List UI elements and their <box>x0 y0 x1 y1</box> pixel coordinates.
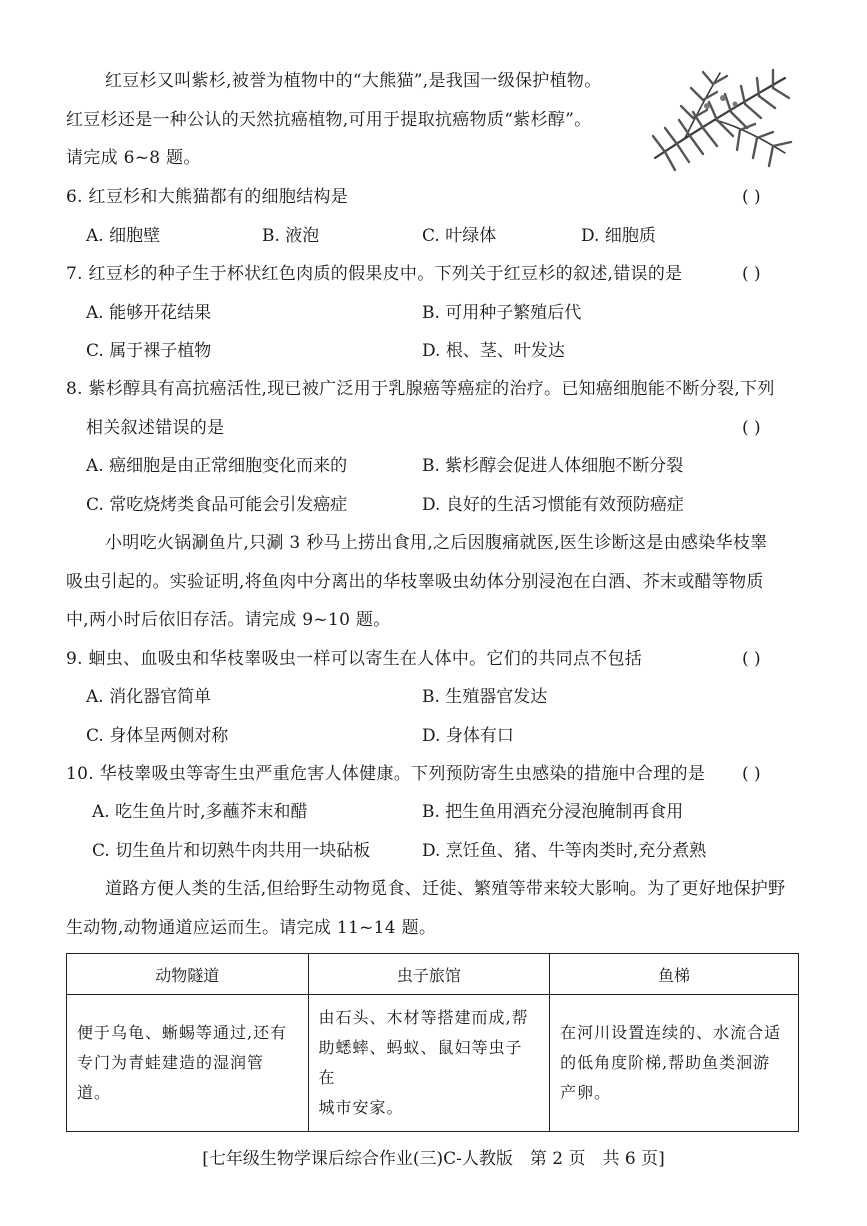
question-7-option-a[interactable]: A. 能够开花结果 <box>86 303 212 323</box>
intro-wildlife-line2: 生动物,动物通道应运而生。请完成 11~14 题。 <box>66 918 437 938</box>
question-7-stem: 7. 红豆杉的种子生于杯状红色肉质的假果皮中。下列关于红豆杉的叙述,错误的是 <box>66 264 683 284</box>
intro-yew-line2: 红豆杉还是一种公认的天然抗癌植物,可用于提取抗癌物质“紫杉醇”。 <box>66 110 592 130</box>
cell-line: 由石头、木材等搭建而成,帮 <box>318 1008 529 1027</box>
intro-wildlife-line1: 道路方便人类的生活,但给野生动物觅食、迁徙、繁殖等带来较大影响。为了更好地保护野 <box>105 879 786 899</box>
intro-fluke-line2: 吸虫引起的。实验证明,将鱼肉中分离出的华枝睾吸虫幼体分别浸泡在白酒、芥末或醋等物质 <box>66 572 764 592</box>
question-9-answer-bracket[interactable]: ( ) <box>742 649 761 669</box>
question-9-stem: 9. 蛔虫、血吸虫和华枝睾吸虫一样可以寄生在人体中。它们的共同点不包括 <box>66 649 643 669</box>
cell-line: 的低角度阶梯,帮助鱼类洄游 <box>560 1053 771 1072</box>
table-header-insect-hotel: 虫子旅馆 <box>308 954 550 995</box>
question-8-option-b[interactable]: B. 紫杉醇会促进人体细胞不断分裂 <box>422 456 684 476</box>
table-cell-insect-hotel <box>308 995 550 1132</box>
cell-line: 专门为青蛙建造的湿润管道。 <box>77 1053 265 1102</box>
question-10-option-d[interactable]: D. 烹饪鱼、猪、牛等肉类时,充分煮熟 <box>422 841 707 861</box>
cell-line: 在河川设置连续的、水流合适 <box>560 1023 782 1042</box>
animal-passage-table <box>66 953 799 1132</box>
question-6-option-c[interactable]: C. 叶绿体 <box>422 226 497 246</box>
cell-line: 助蟋蟀、蚂蚁、鼠妇等虫子在 <box>318 1038 523 1087</box>
question-6-option-d[interactable]: D. 细胞质 <box>581 226 656 246</box>
question-7-option-d[interactable]: D. 根、茎、叶发达 <box>422 341 565 361</box>
question-8-option-c[interactable]: C. 常吃烧烤类食品可能会引发癌症 <box>86 495 348 515</box>
intro-fluke-line3: 中,两小时后依旧存活。请完成 9~10 题。 <box>66 610 391 630</box>
cell-line: 便于乌龟、蜥蜴等通过,还有 <box>77 1023 288 1042</box>
table-row <box>67 995 799 1132</box>
question-9-option-c[interactable]: C. 身体呈两侧对称 <box>86 726 229 746</box>
question-7-option-b[interactable]: B. 可用种子繁殖后代 <box>422 303 582 323</box>
question-8-stem-line2: 相关叙述错误的是 <box>86 418 225 438</box>
table-header-row <box>67 954 799 995</box>
table-header-fish-ladder: 鱼梯 <box>550 954 799 995</box>
intro-fluke-line1: 小明吃火锅涮鱼片,只涮 3 秒马上捞出食用,之后因腹痛就医,医生诊断这是由感染华枝睾 <box>105 533 768 553</box>
yew-branch-image <box>645 58 795 176</box>
question-8-answer-bracket[interactable]: ( ) <box>742 418 761 438</box>
question-9-option-a[interactable]: A. 消化器官简单 <box>86 687 212 707</box>
question-10-option-c[interactable]: C. 切生鱼片和切熟牛肉共用一块砧板 <box>92 841 371 861</box>
question-6-option-b[interactable]: B. 液泡 <box>262 226 320 246</box>
question-6-answer-bracket[interactable]: ( ) <box>742 187 761 207</box>
cell-line: 产卵。 <box>560 1083 612 1102</box>
question-8-option-a[interactable]: A. 癌细胞是由正常细胞变化而来的 <box>86 456 348 476</box>
question-7-answer-bracket[interactable]: ( ) <box>742 264 761 284</box>
question-7-option-c[interactable]: C. 属于裸子植物 <box>86 341 212 361</box>
intro-yew-line1: 红豆杉又叫紫杉,被誉为植物中的“大熊猫”,是我国一级保护植物。 <box>105 71 602 91</box>
question-10-stem: 10. 华枝睾吸虫等寄生虫严重危害人体健康。下列预防寄生虫感染的措施中合理的是 <box>66 764 706 784</box>
table-cell-fish-ladder <box>550 995 799 1132</box>
cell-line: 城市安家。 <box>318 1098 404 1117</box>
question-10-option-b[interactable]: B. 把生鱼用酒充分浸泡腌制再食用 <box>422 802 684 822</box>
question-10-answer-bracket[interactable]: ( ) <box>742 764 761 784</box>
question-8-option-d[interactable]: D. 良好的生活习惯能有效预防癌症 <box>422 495 684 515</box>
table-cell-animal-tunnel <box>67 995 309 1132</box>
question-9-option-d[interactable]: D. 身体有口 <box>422 726 514 746</box>
question-9-option-b[interactable]: B. 生殖器官发达 <box>422 687 548 707</box>
question-6-stem: 6. 红豆杉和大熊猫都有的细胞结构是 <box>66 187 349 207</box>
question-8-stem-line1: 8. 紫杉醇具有高抗癌活性,现已被广泛用于乳腺癌等癌症的治疗。已知癌细胞能不断分裂,下列 <box>66 379 775 399</box>
question-6-option-a[interactable]: A. 细胞壁 <box>86 226 161 246</box>
intro-yew-line3: 请完成 6~8 题。 <box>66 148 201 168</box>
page-footer: [七年级生物学课后综合作业(三)C-人教版 第 2 页 共 6 页] <box>202 1149 665 1169</box>
table-header-animal-tunnel: 动物隧道 <box>67 954 309 995</box>
question-10-option-a[interactable]: A. 吃生鱼片时,多蘸芥末和醋 <box>92 802 308 822</box>
